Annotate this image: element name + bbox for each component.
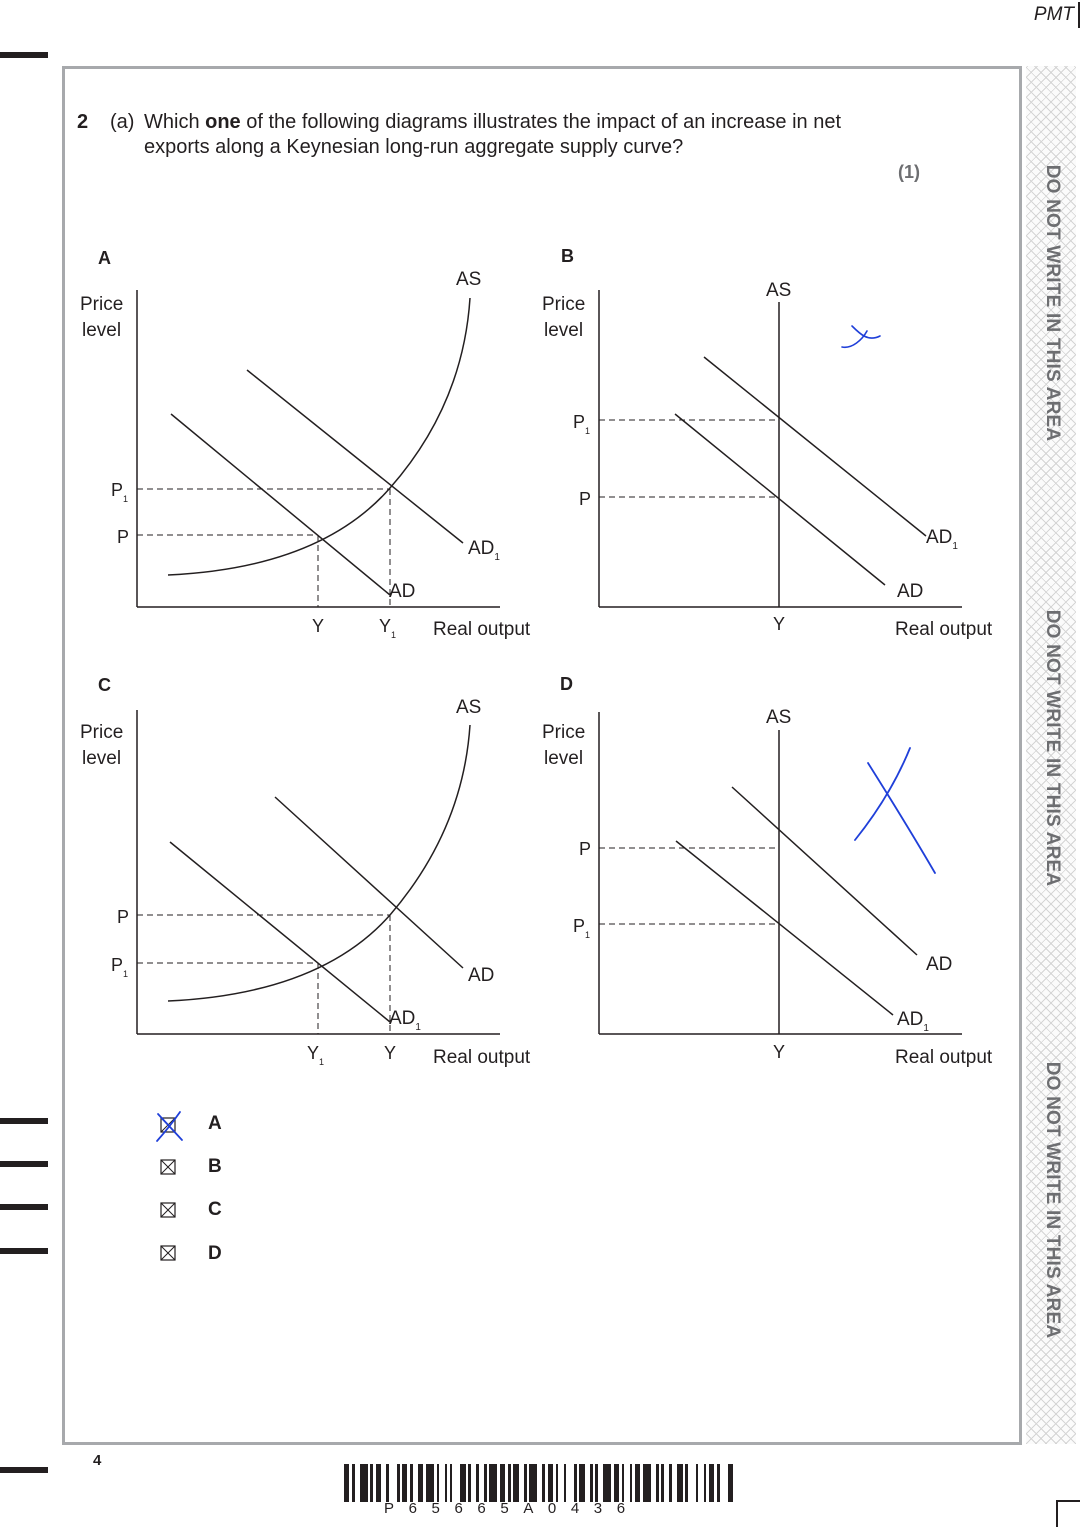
- barcode-bar: [733, 1464, 736, 1502]
- diagram-d-label: D: [560, 674, 573, 694]
- diagram-d-xlabel: Real output: [895, 1047, 993, 1068]
- side-warning-text: DO NOT WRITE IN THIS AREA: [1042, 609, 1063, 887]
- diagram-b-as-label: AS: [766, 280, 792, 301]
- option-a-checkbox[interactable]: [161, 1118, 175, 1132]
- diagram-b-ylabel: level: [544, 320, 584, 341]
- diagram-a-ad-line: [171, 414, 390, 595]
- diagram-d-upper-price: P: [579, 839, 592, 859]
- question-emphasis: one: [205, 111, 241, 133]
- option-b-label: B: [208, 1156, 222, 1177]
- barcode-bar: [529, 1464, 537, 1502]
- subscript-one: 1: [952, 541, 958, 552]
- question-number: 2: [77, 111, 89, 133]
- diagram-b-ad1-label: $AD_1$: [926, 527, 958, 552]
- option-b-checkbox[interactable]: [161, 1160, 175, 1174]
- diagram-b-upper-price: $P_1$: [573, 412, 591, 436]
- pmt-label: PMT: [1033, 4, 1074, 25]
- diagram-a-lower-price: P: [117, 527, 130, 547]
- barcode-bar: [566, 1464, 574, 1502]
- subscript-one: 1: [123, 969, 129, 979]
- diagram-d-ad1-label: $AD_1$: [897, 1009, 929, 1034]
- diagram-b-label: B: [561, 246, 574, 266]
- diagram-a-ylabel: Price: [80, 294, 124, 315]
- diagram-b-lower-price: P: [579, 489, 592, 509]
- corner-registration-mark: [1056, 1500, 1080, 1527]
- diagram-a-label: A: [98, 248, 111, 268]
- diagram-b-ad1-line: [704, 357, 926, 536]
- diagram-c-ylabel: level: [82, 748, 122, 769]
- diagram-d: [542, 674, 993, 1068]
- handwritten-cross-mark: [842, 326, 880, 347]
- diagram-c-ad1-label: $AD_1$: [389, 1008, 421, 1033]
- diagram-a-ad1-line: [247, 370, 463, 543]
- diagram-b-ylabel: Price: [542, 294, 586, 315]
- diagram-a: [80, 248, 531, 640]
- diagram-a-y1-label: $Y_1$: [379, 616, 397, 640]
- barcode: [344, 1464, 736, 1502]
- barcode-bar: [688, 1464, 696, 1502]
- diagram-a-ad-label: AD: [389, 581, 416, 602]
- barcode-bar: [426, 1464, 434, 1502]
- diagram-a-as-label: AS: [456, 269, 482, 290]
- barcode-bar: [603, 1464, 611, 1502]
- diagram-a-ylabel: level: [82, 320, 122, 341]
- diagram-c-as-curve: [168, 725, 470, 1001]
- diagram-d-ad1-line: [676, 841, 893, 1015]
- diagram-c-label: C: [98, 675, 111, 695]
- question-text-line2: exports along a Keynesian long-run aggregate supply curve?: [144, 136, 684, 158]
- barcode-bar: [452, 1464, 460, 1502]
- barcode-text: P65665A0436: [384, 1500, 640, 1517]
- diagram-c-y1-label: $Y_1$: [307, 1043, 325, 1067]
- subscript-one: 1: [123, 494, 129, 504]
- barcode-bar: [360, 1464, 368, 1502]
- diagram-a-as-curve: [168, 298, 470, 575]
- diagram-c-ylabel: Price: [80, 722, 124, 743]
- option-a-label: A: [208, 1113, 222, 1134]
- handwritten-cross-mark: [855, 748, 935, 873]
- page-number: 4: [93, 1452, 102, 1469]
- diagram-c-upper-price: P: [117, 907, 130, 927]
- diagram-d-lower-price: $P_1$: [573, 916, 591, 940]
- diagram-c: [80, 675, 531, 1068]
- diagram-b-xlabel: Real output: [895, 619, 993, 640]
- question-part: (a): [110, 111, 135, 133]
- diagram-d-as-label: AS: [766, 707, 792, 728]
- question-text-fragment: of the following diagrams illustrates the impact of an increase in net: [240, 111, 841, 133]
- diagram-b-ad-label: AD: [897, 581, 924, 602]
- side-warning-text: DO NOT WRITE IN THIS AREA: [1042, 1061, 1063, 1339]
- subscript-one: 1: [585, 426, 591, 436]
- subscript-one: 1: [494, 552, 500, 563]
- diagram-d-ylabel: Price: [542, 722, 586, 743]
- barcode-bar: [489, 1464, 497, 1502]
- subscript-one: 1: [923, 1023, 929, 1034]
- side-warning-text: DO NOT WRITE IN THIS AREA: [1042, 164, 1063, 442]
- marks-allocation: (1): [898, 162, 920, 182]
- diagram-a-ad1-label: $AD_1$: [468, 538, 500, 563]
- subscript-one: 1: [391, 630, 397, 640]
- option-d-checkbox[interactable]: [161, 1246, 175, 1260]
- diagram-a-xlabel: Real output: [433, 619, 531, 640]
- diagram-c-y-label: Y: [384, 1043, 397, 1063]
- diagram-b-y-label: Y: [773, 614, 786, 634]
- subscript-one: 1: [585, 930, 591, 940]
- diagram-c-ad1-line: [170, 842, 390, 1022]
- option-c-label: C: [208, 1199, 222, 1220]
- diagram-c-ad-line: [275, 797, 463, 968]
- option-c-checkbox[interactable]: [161, 1203, 175, 1217]
- diagram-c-as-label: AS: [456, 697, 482, 718]
- barcode-bar: [720, 1464, 728, 1502]
- diagram-c-ad-label: AD: [468, 965, 495, 986]
- diagram-a-y-label: Y: [312, 616, 325, 636]
- diagram-d-y-label: Y: [773, 1042, 786, 1062]
- question-text-fragment: Which: [144, 111, 206, 133]
- barcode-bar: [643, 1464, 651, 1502]
- subscript-one: 1: [319, 1057, 325, 1067]
- diagram-a-upper-price: $P_1$: [111, 480, 129, 504]
- diagram-b-ad-line: [675, 414, 885, 585]
- diagram-b: [542, 246, 993, 640]
- barcode-bar: [389, 1464, 397, 1502]
- diagram-d-ylabel: level: [544, 748, 584, 769]
- diagram-d-ad-line: [732, 787, 917, 955]
- subscript-one: 1: [415, 1022, 421, 1033]
- option-d-label: D: [208, 1243, 222, 1264]
- diagram-c-lower-price: $P_1$: [111, 955, 129, 979]
- diagram-c-xlabel: Real output: [433, 1047, 531, 1068]
- diagram-d-ad-label: AD: [926, 954, 953, 975]
